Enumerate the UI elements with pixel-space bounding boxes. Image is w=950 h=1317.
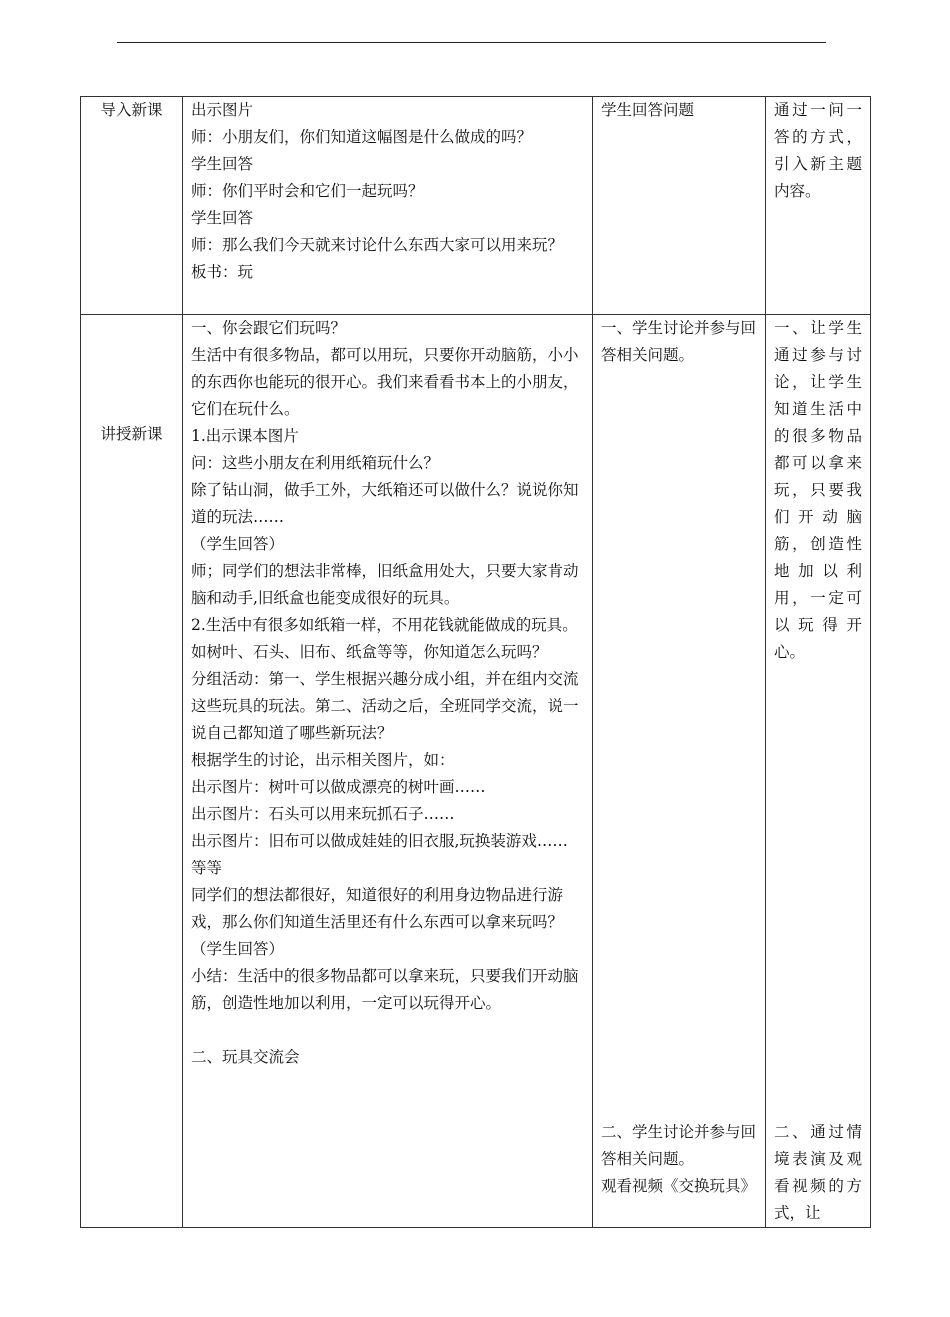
teacher-line: 师：你们平时会和它们一起玩吗？ — [191, 182, 424, 200]
student-activity-cell-intro — [593, 97, 766, 315]
teacher-line: 同学们的想法都很好，知道很好的利用身边物品进行游戏，那么你们知道生活里还有什么东西可以拿来玩吗？ — [191, 886, 564, 931]
teacher-line: 师；同学们的想法非常棒，旧纸盒用处大，只要大家肯动脑和动手,旧纸盒也能变成很好的玩具。 — [191, 562, 579, 607]
stage-cell-new-lesson — [81, 315, 183, 1228]
paragraph-gap — [191, 1017, 584, 1044]
teacher-line: （学生回答） — [191, 940, 285, 958]
student-activity-cell-new-lesson — [593, 315, 766, 1228]
teacher-activity-cell-new-lesson — [183, 315, 593, 1228]
student-activity-text: 观看视频《交换玩具》 — [601, 1177, 757, 1195]
teacher-line: 出示图片：石头可以用来玩抓石子…… — [191, 805, 455, 823]
teacher-line: 等等 — [191, 859, 223, 877]
stage-label: 导入新课 — [100, 101, 163, 119]
teacher-line: 出示图片：旧布可以做成娃娃的旧衣服,玩换装游戏…… — [191, 832, 568, 850]
teacher-line: 除了钻山洞，做手工外，大纸箱还可以做什么？说说你知道的玩法…… — [191, 481, 579, 526]
teacher-line: 师：小朋友们，你们知道这幅图是什么做成的吗？ — [191, 128, 533, 146]
stage-label: 讲授新课 — [100, 425, 163, 443]
teacher-line: 分组活动：第一、学生根据兴趣分成小组，并在组内交流这些玩具的玩法。第二、活动之后，全班同学交流，说一说自己都知道了哪些新玩法？ — [191, 670, 579, 742]
purpose-cell-new-lesson — [766, 315, 871, 1228]
teacher-line: 问：这些小朋友在利用纸箱玩什么？ — [191, 454, 440, 472]
teacher-line: 学生回答 — [191, 155, 254, 173]
purpose-text: 通过一问一答的方式，引入新主题内容。 — [774, 101, 862, 200]
teacher-line: 二、玩具交流会 — [191, 1048, 300, 1066]
teacher-line: 学生回答 — [191, 209, 254, 227]
teacher-line: 根据学生的讨论，出示相关图片，如： — [191, 751, 455, 769]
teacher-line: （学生回答） — [191, 535, 285, 553]
header-rule — [117, 42, 826, 43]
lesson-plan-table — [80, 96, 871, 1228]
teacher-line: 生活中有很多物品，都可以用玩，只要你开动脑筋，小小的东西你也能玩的很开心。我们来看看书本上的小朋友，它们在玩什么。 — [191, 346, 579, 418]
student-activity-text: 学生回答问题 — [601, 101, 695, 119]
teacher-line: 师：那么我们今天就来讨论什么东西大家可以用来玩？ — [191, 236, 564, 254]
stage-cell-intro — [81, 97, 183, 315]
teacher-line: 出示图片：树叶可以做成漂亮的树叶画…… — [191, 778, 486, 796]
purpose-text: 二、通过情境表演及观看视频的方式，让 — [774, 1123, 862, 1222]
purpose-part2 — [774, 1119, 862, 1227]
teacher-line: 出示图片 — [191, 101, 254, 119]
teacher-line: 一、你会跟它们玩吗？ — [191, 319, 347, 337]
student-activity-text: 一、学生讨论并参与回答相关问题。 — [601, 319, 757, 364]
student-activity-part2 — [601, 1119, 757, 1200]
table-row-intro — [81, 97, 871, 315]
teacher-line: 板书：玩 — [191, 263, 254, 281]
teacher-line: 小结：生活中的很多物品都可以拿来玩，只要我们开动脑筋，创造性地加以利用，一定可以玩得开心。 — [191, 967, 579, 1012]
table-row-new-lesson — [81, 315, 871, 1228]
teacher-activity-cell-intro — [183, 97, 593, 315]
teacher-line: 1.出示课本图片 — [191, 427, 299, 445]
purpose-cell-intro — [766, 97, 871, 315]
teacher-line: 2.生活中有很多如纸箱一样，不用花钱就能做成的玩具。如树叶、石头、旧布、纸盒等等，你知道怎么玩吗？ — [191, 616, 578, 661]
purpose-text: 一、让学生通过参与讨论，让学生知道生活中的很多物品都可以拿来玩，只要我们开动脑筋，创造性地加以利用，一定可以玩得开心。 — [774, 319, 862, 661]
student-activity-text: 二、学生讨论并参与回答相关问题。 — [601, 1123, 757, 1168]
